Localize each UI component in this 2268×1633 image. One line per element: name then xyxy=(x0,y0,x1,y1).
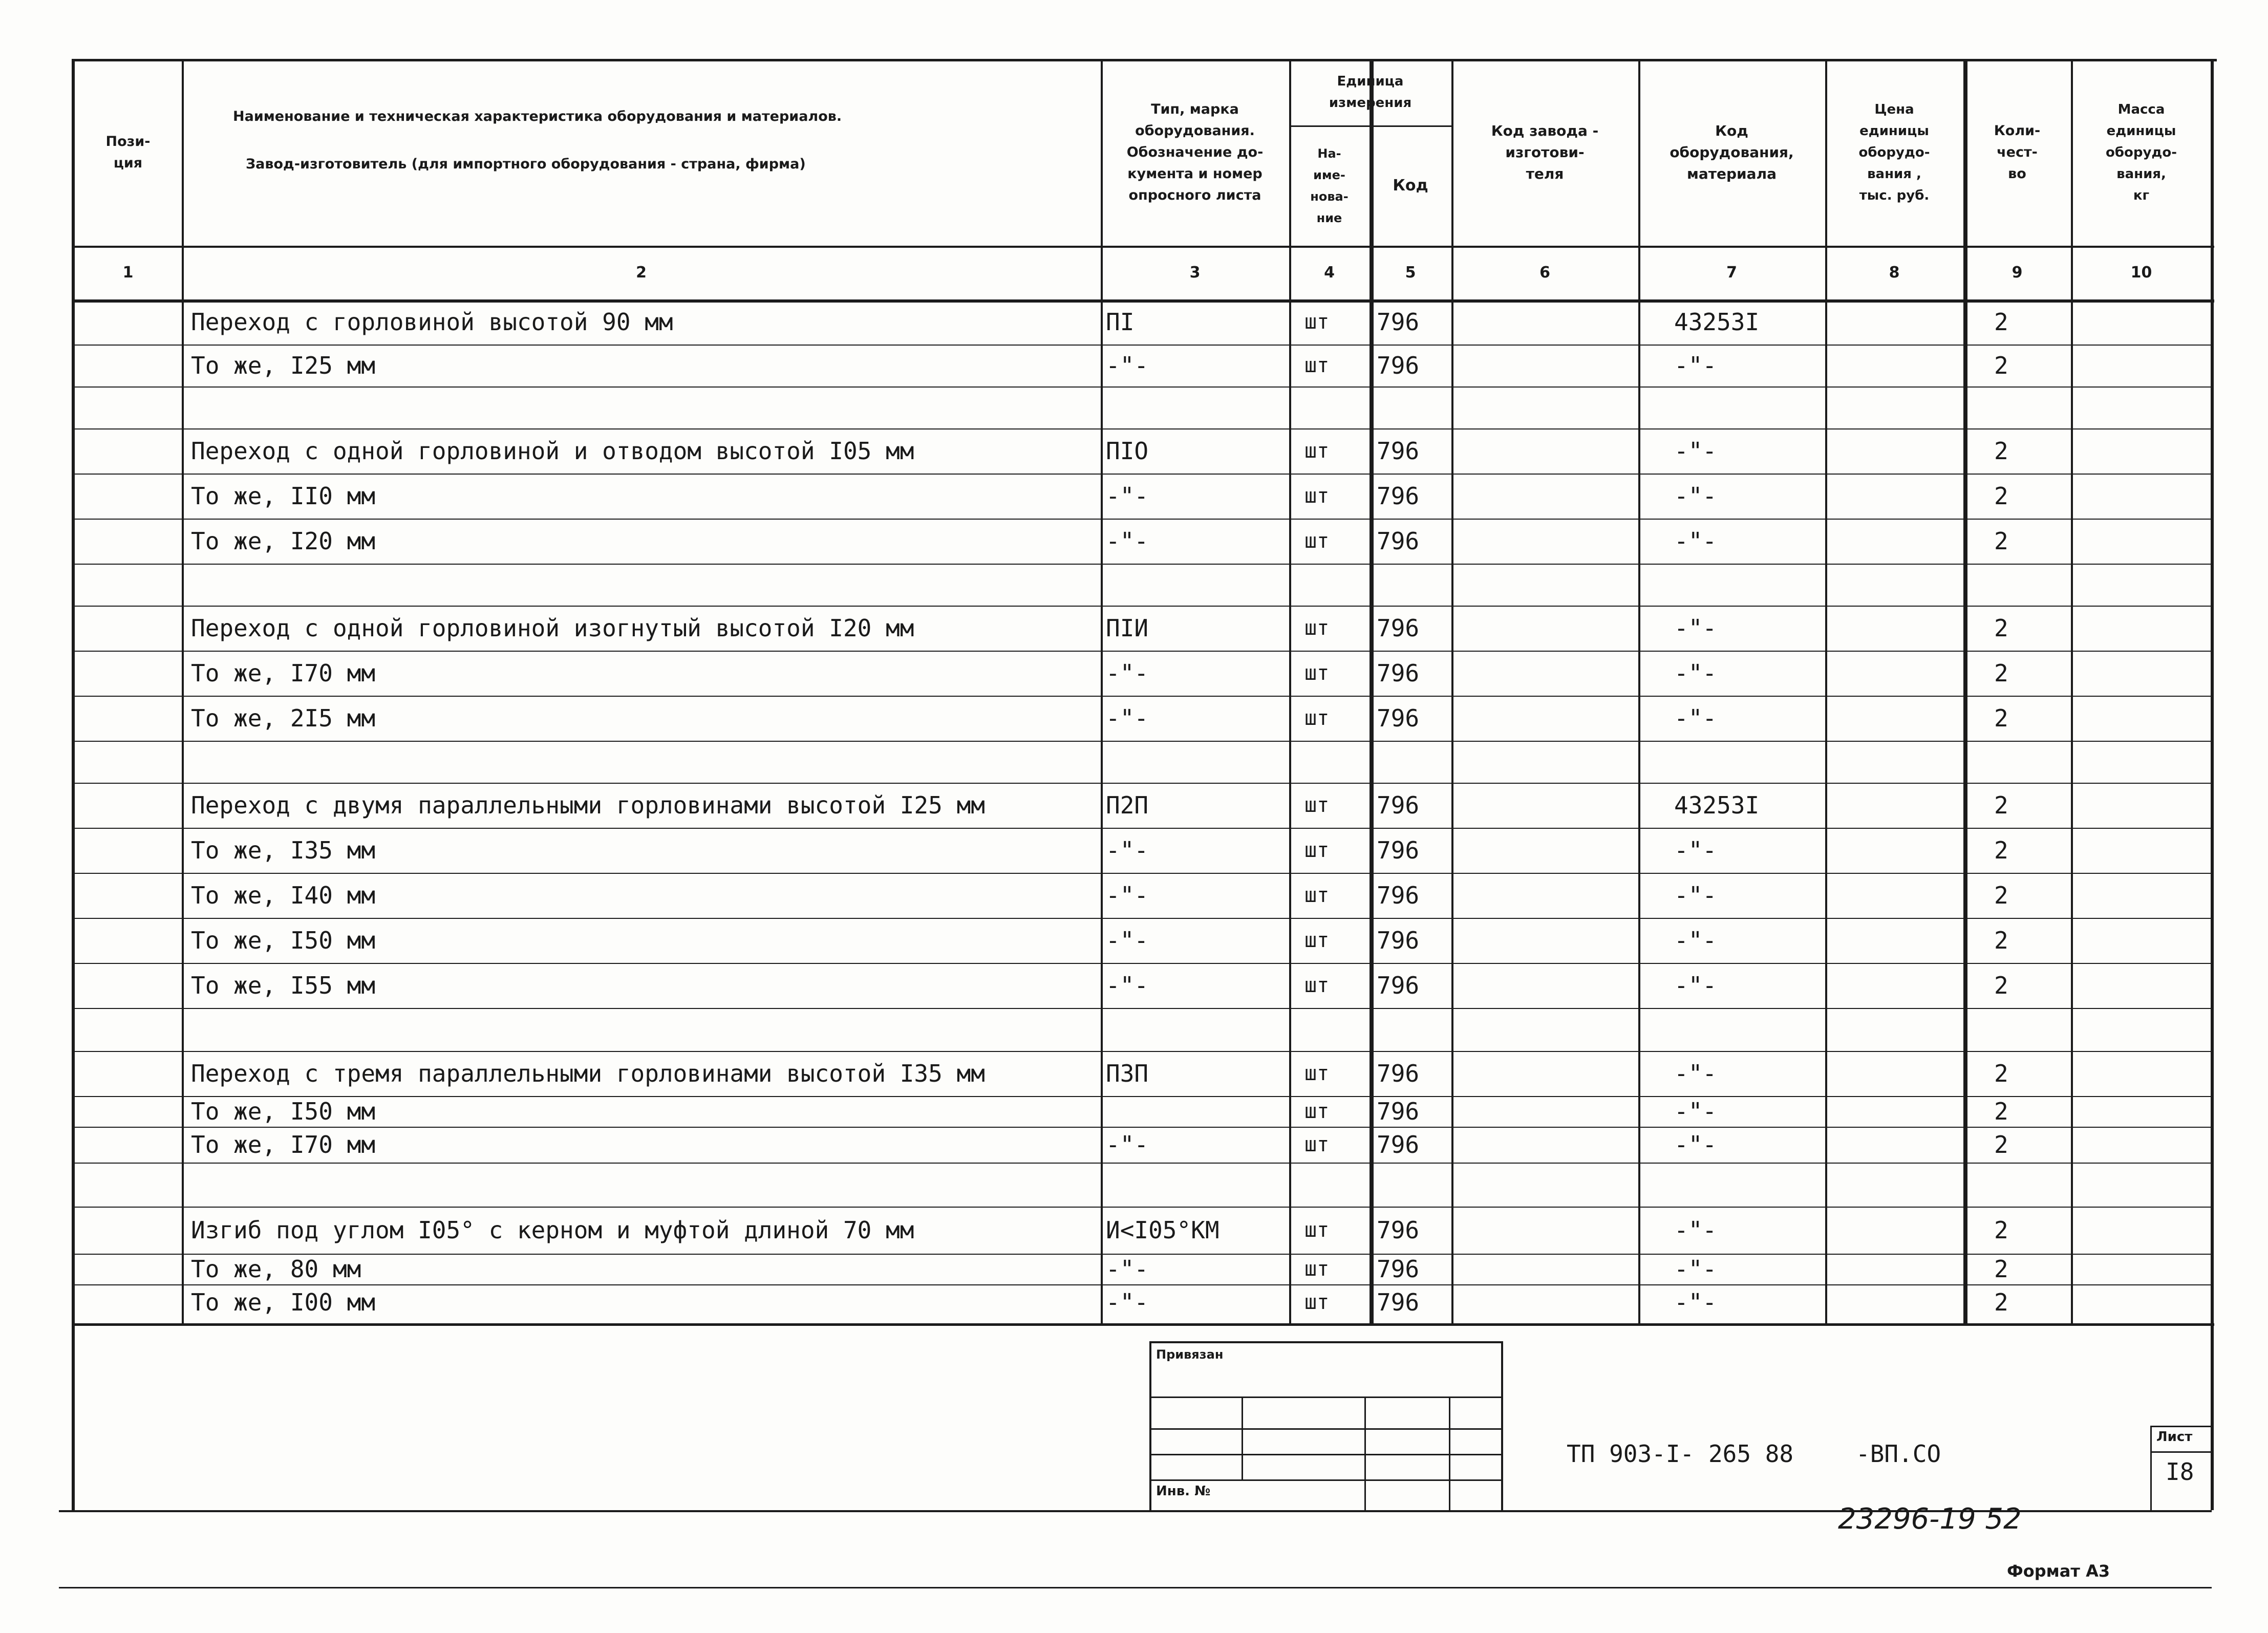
item-unit: шт xyxy=(1304,1062,1330,1085)
grid-line xyxy=(2150,1426,2212,1427)
column-number: 8 xyxy=(1889,264,1900,282)
grid-line xyxy=(72,1323,2214,1326)
item-unit: шт xyxy=(1304,793,1330,817)
item-material-code: -"- xyxy=(1674,882,1717,909)
grid-line xyxy=(72,741,2212,742)
item-quantity: 2 xyxy=(1994,308,2008,336)
grid-line xyxy=(1364,1396,1366,1510)
column-number: 6 xyxy=(1539,264,1550,282)
format-label: Формат А3 xyxy=(2007,1561,2110,1581)
item-quantity: 2 xyxy=(1994,1131,2008,1158)
item-type: -"- xyxy=(1106,659,1149,687)
item-name: То же, I00 мм xyxy=(191,1288,376,1316)
item-name: То же, I50 мм xyxy=(191,927,376,954)
header-position: Пози- ция xyxy=(105,133,151,171)
item-material-code: -"- xyxy=(1674,1131,1717,1158)
item-unit: шт xyxy=(1304,706,1330,730)
item-material-code: -"- xyxy=(1674,972,1717,999)
item-quantity: 2 xyxy=(1994,791,2008,819)
item-material-code: -"- xyxy=(1674,704,1717,732)
item-unit-code: 796 xyxy=(1377,482,1420,510)
grid-line xyxy=(72,1096,2212,1097)
item-quantity: 2 xyxy=(1994,882,2008,909)
item-type: П2П xyxy=(1106,791,1149,819)
header-material-code: Код оборудования, материала xyxy=(1670,122,1794,182)
grid-line xyxy=(1242,1396,1243,1479)
item-quantity: 2 xyxy=(1994,527,2008,555)
item-type: -"- xyxy=(1106,882,1149,909)
item-quantity: 2 xyxy=(1994,1288,2008,1316)
item-unit-code: 796 xyxy=(1377,927,1420,954)
grid-line xyxy=(72,1008,2212,1009)
item-quantity: 2 xyxy=(1994,927,2008,954)
item-unit: шт xyxy=(1304,1257,1330,1281)
stamp-privyazan: Привязан xyxy=(1156,1347,1224,1362)
item-material-code: -"- xyxy=(1674,482,1717,510)
item-type: И<I05°КМ xyxy=(1106,1216,1219,1244)
item-type: -"- xyxy=(1106,1131,1149,1158)
column-number: 4 xyxy=(1324,264,1335,282)
item-material-code: -"- xyxy=(1674,437,1717,465)
column-number: 9 xyxy=(2012,264,2023,282)
item-material-code: -"- xyxy=(1674,614,1717,642)
item-name: То же, I20 мм xyxy=(191,527,376,555)
grid-line xyxy=(72,386,2212,388)
item-quantity: 2 xyxy=(1994,704,2008,732)
stamp-inv: Инв. № xyxy=(1156,1484,1211,1499)
item-type: -"- xyxy=(1106,836,1149,864)
item-unit-code: 796 xyxy=(1377,308,1420,336)
item-unit-code: 796 xyxy=(1377,1255,1420,1283)
item-quantity: 2 xyxy=(1994,659,2008,687)
item-unit: шт xyxy=(1304,1218,1330,1242)
item-material-code: -"- xyxy=(1674,659,1717,687)
item-unit-code: 796 xyxy=(1377,1060,1420,1087)
item-type: ПIИ xyxy=(1106,614,1149,642)
item-name: Переход с горловиной высотой 90 мм xyxy=(191,308,673,336)
item-name: То же, 2I5 мм xyxy=(191,704,376,732)
item-unit-code: 796 xyxy=(1377,836,1420,864)
item-unit-code: 796 xyxy=(1377,882,1420,909)
item-unit: шт xyxy=(1304,484,1330,508)
item-material-code: -"- xyxy=(1674,1255,1717,1283)
item-name: Изгиб под углом I05° с керном и муфтой длиной 70 мм xyxy=(191,1216,914,1244)
item-type: -"- xyxy=(1106,482,1149,510)
item-unit: шт xyxy=(1304,439,1330,463)
item-quantity: 2 xyxy=(1994,482,2008,510)
item-unit: шт xyxy=(1304,354,1330,377)
grid-line xyxy=(2150,1451,2212,1453)
item-type: -"- xyxy=(1106,972,1149,999)
item-unit: шт xyxy=(1304,661,1330,685)
item-unit: шт xyxy=(1304,529,1330,553)
item-unit: шт xyxy=(1304,1291,1330,1314)
item-name: То же, 80 мм xyxy=(191,1255,361,1283)
item-name: То же, I50 мм xyxy=(191,1098,376,1125)
item-unit: шт xyxy=(1304,310,1330,334)
item-name: То же, I35 мм xyxy=(191,836,376,864)
item-material-code: -"- xyxy=(1674,1098,1717,1125)
item-name: Переход с одной горловиной и отводом высотой I05 мм xyxy=(191,437,914,465)
item-unit-code: 796 xyxy=(1377,527,1420,555)
item-name: То же, I25 мм xyxy=(191,352,376,379)
item-type: ПIO xyxy=(1106,437,1149,465)
item-unit-code: 796 xyxy=(1377,1216,1420,1244)
item-material-code: -"- xyxy=(1674,836,1717,864)
sheet-number: I8 xyxy=(2166,1458,2194,1486)
item-quantity: 2 xyxy=(1994,614,2008,642)
item-quantity: 2 xyxy=(1994,1098,2008,1125)
document-suffix: -ВП.СО xyxy=(1856,1440,1941,1468)
header-price: Цена единицы оборудо- вания , тыс. руб. xyxy=(1858,101,1930,203)
item-type: -"- xyxy=(1106,1288,1149,1316)
column-number: 5 xyxy=(1405,264,1416,282)
item-name: То же, I40 мм xyxy=(191,882,376,909)
grid-line xyxy=(1501,1341,1503,1510)
item-unit-code: 796 xyxy=(1377,704,1420,732)
item-unit-code: 796 xyxy=(1377,1098,1420,1125)
item-material-code: 43253I xyxy=(1674,791,1760,819)
item-unit-code: 796 xyxy=(1377,791,1420,819)
item-name: То же, I55 мм xyxy=(191,972,376,999)
item-type: -"- xyxy=(1106,352,1149,379)
header-type: Тип, марка оборудования. Обозначение до- кумента и номер опросного листа xyxy=(1126,101,1264,203)
item-name: То же, I70 мм xyxy=(191,1131,376,1158)
item-quantity: 2 xyxy=(1994,836,2008,864)
column-number: 3 xyxy=(1189,264,1201,282)
item-quantity: 2 xyxy=(1994,972,2008,999)
column-number: 1 xyxy=(122,264,134,282)
header-unit-name: На- име- нова- ние xyxy=(1310,146,1349,225)
item-unit-code: 796 xyxy=(1377,352,1420,379)
item-type: -"- xyxy=(1106,927,1149,954)
item-unit: шт xyxy=(1304,839,1330,862)
document-code: ТП 903-I- 265 88 xyxy=(1567,1440,1794,1468)
item-name: То же, II0 мм xyxy=(191,482,376,510)
item-material-code: 43253I xyxy=(1674,308,1760,336)
item-unit: шт xyxy=(1304,1133,1330,1156)
item-quantity: 2 xyxy=(1994,1216,2008,1244)
item-type: П3П xyxy=(1106,1060,1149,1087)
item-quantity: 2 xyxy=(1994,437,2008,465)
item-name: Переход с двумя параллельными горловинами высотой I25 мм xyxy=(191,791,985,819)
item-type: -"- xyxy=(1106,527,1149,555)
item-unit: шт xyxy=(1304,616,1330,640)
item-unit: шт xyxy=(1304,884,1330,907)
handwritten-number: 23296-19 52 xyxy=(1838,1502,2022,1536)
header-unit: Единица измерения xyxy=(1329,74,1412,111)
header-quantity: Коли- чест- во xyxy=(1994,122,2041,182)
item-unit-code: 796 xyxy=(1377,1288,1420,1316)
grid-line xyxy=(72,564,2212,565)
column-number: 7 xyxy=(1726,264,1737,282)
item-unit: шт xyxy=(1304,929,1330,952)
item-material-code: -"- xyxy=(1674,927,1717,954)
item-material-code: -"- xyxy=(1674,527,1717,555)
header-name-line2: Завод-изготовитель (для импортного оборудования - страна, фирма) xyxy=(246,156,806,172)
grid-line xyxy=(1149,1341,1503,1343)
item-unit-code: 796 xyxy=(1377,437,1420,465)
header-name-line1: Наименование и техническая характеристика оборудования и материалов. xyxy=(233,109,842,124)
item-unit-code: 796 xyxy=(1377,614,1420,642)
item-unit: шт xyxy=(1304,1100,1330,1123)
sheet-label: Лист xyxy=(2156,1429,2193,1445)
item-type: -"- xyxy=(1106,704,1149,732)
grid-line xyxy=(1149,1341,1151,1510)
header-factory-code: Код завода - изготови- теля xyxy=(1491,122,1599,182)
item-quantity: 2 xyxy=(1994,352,2008,379)
item-material-code: -"- xyxy=(1674,1288,1717,1316)
item-name: То же, I70 мм xyxy=(191,659,376,687)
item-material-code: -"- xyxy=(1674,1060,1717,1087)
header-mass: Масса единицы оборудо- вания, кг xyxy=(2105,101,2177,203)
grid-line xyxy=(72,1163,2212,1164)
item-type: ПI xyxy=(1106,308,1135,336)
column-number: 2 xyxy=(636,264,647,282)
item-unit: шт xyxy=(1304,974,1330,997)
item-name: Переход с одной горловиной изогнутый высотой I20 мм xyxy=(191,614,914,642)
header-unit-code: Код xyxy=(1393,176,1428,195)
grid-line xyxy=(1449,1396,1450,1510)
item-quantity: 2 xyxy=(1994,1255,2008,1283)
item-unit-code: 796 xyxy=(1377,972,1420,999)
grid-line xyxy=(59,1587,2212,1588)
item-quantity: 2 xyxy=(1994,1060,2008,1087)
item-name: Переход с тремя параллельными горловинами высотой I35 мм xyxy=(191,1060,985,1087)
item-material-code: -"- xyxy=(1674,352,1717,379)
item-material-code: -"- xyxy=(1674,1216,1717,1244)
item-unit-code: 796 xyxy=(1377,1131,1420,1158)
grid-line xyxy=(2150,1426,2152,1510)
item-type: -"- xyxy=(1106,1255,1149,1283)
item-unit-code: 796 xyxy=(1377,659,1420,687)
column-number: 10 xyxy=(2130,264,2152,282)
